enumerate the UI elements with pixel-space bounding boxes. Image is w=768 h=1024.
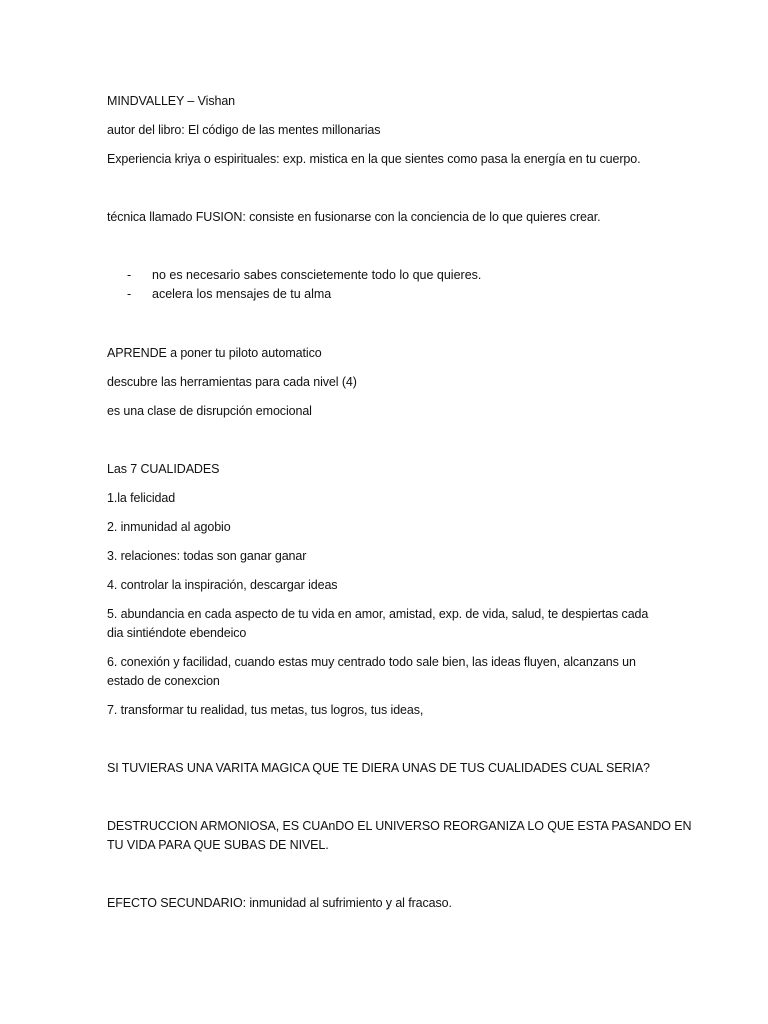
doc-line-disrupcion: es una clase de disrupción emocional [107, 404, 312, 418]
doc-list-item: 5. abundancia en cada aspecto de tu vida en amor, amistad, exp. de vida, salud, te despiertas cada [107, 607, 649, 621]
doc-line-question: SI TUVIERAS UNA VARITA MAGICA QUE TE DIERA UNAS DE TUS CUALIDADES CUAL SERIA? [107, 761, 650, 775]
doc-list-item: 3. relaciones: todas son ganar ganar [107, 549, 307, 563]
bullet-text: no es necesario sabes conscietemente todo lo que quieres. [152, 268, 482, 282]
doc-line-destruccion: DESTRUCCION ARMONIOSA, ES CUAnDO EL UNIVERSO REORGANIZA LO QUE ESTA PASANDO EN [107, 819, 692, 833]
doc-line-efecto: EFECTO SECUNDARIO: inmunidad al sufrimiento y al fracaso. [107, 896, 452, 910]
doc-list-item-continued: estado de conexcion [107, 674, 220, 688]
doc-list-item: 1.la felicidad [107, 491, 176, 505]
bullet-text: acelera los mensajes de tu alma [152, 287, 332, 301]
bullet-marker: - [127, 268, 132, 282]
doc-list-item: 7. transformar tu realidad, tus metas, tus logros, tus ideas, [107, 703, 424, 717]
doc-line-aprende: APRENDE a poner tu piloto automatico [107, 346, 322, 360]
doc-list-item: 4. controlar la inspiración, descargar ideas [107, 578, 338, 592]
doc-heading: MINDVALLEY – Vishan [107, 94, 236, 108]
doc-line-herramientas: descubre las herramientas para cada nivel (4) [107, 375, 357, 389]
doc-line-experience: Experiencia kriya o espirituales: exp. mistica en la que sientes como pasa la energía en tu cuerpo. [107, 152, 641, 166]
doc-line-author: autor del libro: El código de las mentes millonarias [107, 123, 381, 137]
bullet-item [127, 266, 481, 284]
bullet-marker: - [127, 287, 132, 301]
doc-list-item: 6. conexión y facilidad, cuando estas muy centrado todo sale bien, las ideas fluyen, alcanzans un [107, 655, 636, 669]
doc-line-fusion: técnica llamado FUSION: consiste en fusionarse con la conciencia de lo que quieres crear. [107, 210, 601, 224]
doc-section-title: Las 7 CUALIDADES [107, 462, 220, 476]
bullet-item [127, 285, 331, 303]
doc-line-destruccion-continued: TU VIDA PARA QUE SUBAS DE NIVEL. [107, 838, 329, 852]
doc-list-item: 2. inmunidad al agobio [107, 520, 231, 534]
doc-list-item-continued: dia sintiéndote ebendeico [107, 626, 247, 640]
